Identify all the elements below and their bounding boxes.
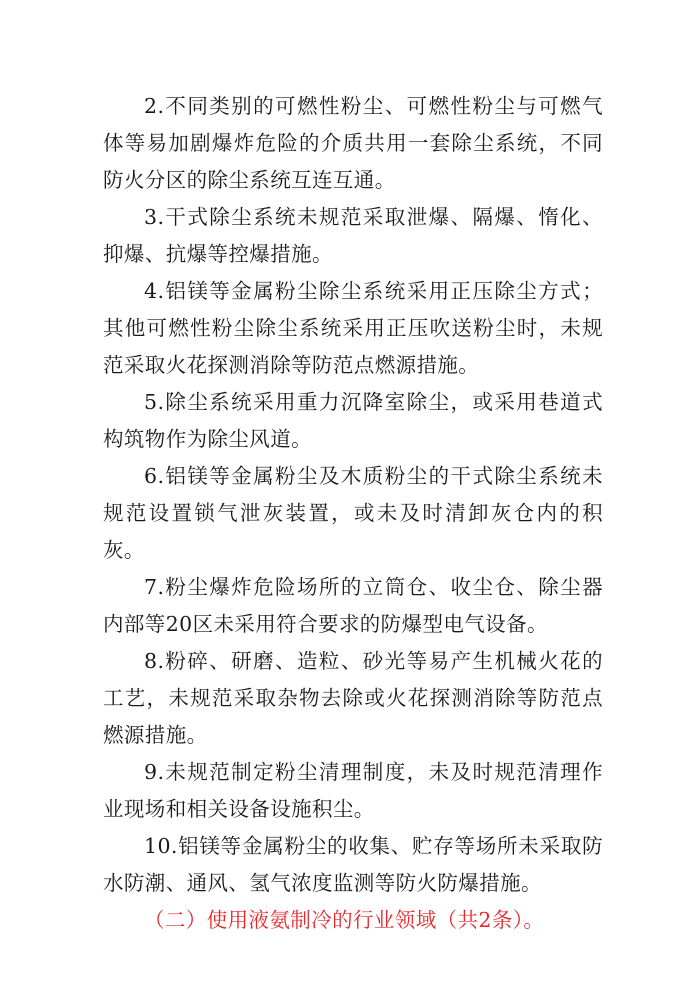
list-item-5: 5.除尘系统采用重力沉降室除尘，或采用巷道式构筑物作为除尘风道。 [103,390,603,451]
list-item-4: 4.铝镁等金属粉尘除尘系统采用正压除尘方式；其他可燃性粉尘除尘系统采用正压吹送粉尘时，未规范采取火花探测消除等防范点燃源措施。 [103,279,603,377]
list-item-10: 10.铝镁等金属粉尘的收集、贮存等场所未采取防水防潮、通风、氢气浓度监测等防火防爆措施。 [103,834,603,895]
list-item-6: 6.铝镁等金属粉尘及木质粉尘的干式除尘系统未规范设置锁气泄灰装置，或未及时清卸灰仓内的积灰。 [103,464,603,562]
section-heading: （二）使用液氨制冷的行业领域（共2条）。 [144,908,545,932]
list-item-7: 7.粉尘爆炸危险场所的立筒仓、收尘仓、除尘器内部等20区未采用符合要求的防爆型电气设备。 [103,575,603,636]
list-item-3: 3.干式除尘系统未规范采取泄爆、隔爆、惰化、抑爆、抗爆等控爆措施。 [103,205,603,266]
document-body [103,88,603,939]
list-item-8: 8.粉碎、研磨、造粒、砂光等易产生机械火花的工艺，未规范采取杂物去除或火花探测消除等防范点燃源措施。 [103,649,603,747]
list-item-9: 9.未规范制定粉尘清理制度，未及时规范清理作业现场和相关设备设施积尘。 [103,760,603,821]
list-item-2: 2.不同类别的可燃性粉尘、可燃性粉尘与可燃气体等易加剧爆炸危险的介质共用一套除尘系统，不同防火分区的除尘系统互连互通。 [103,94,603,192]
